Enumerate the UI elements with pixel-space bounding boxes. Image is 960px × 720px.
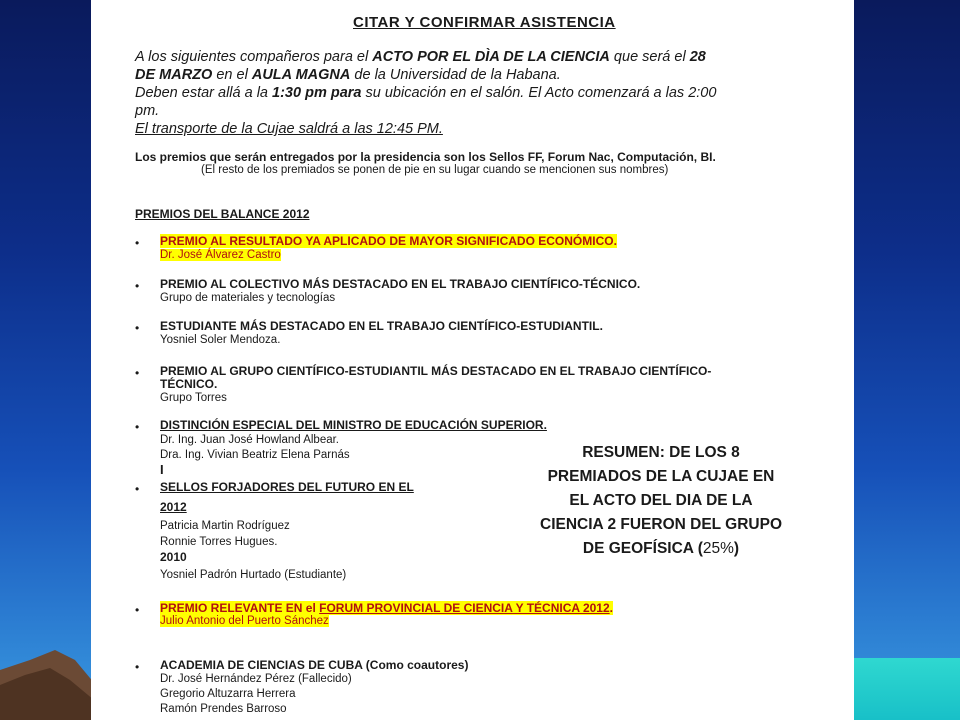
bullet-icon: • — [135, 236, 140, 250]
prize-detail-1: Dr. José Álvarez Castro — [160, 249, 281, 261]
bullet-icon: • — [135, 279, 140, 293]
intro-line-2: DE MARZO en el AULA MAGNA de la Universidad de la Habana. — [135, 67, 561, 83]
summary-box — [491, 441, 831, 561]
prize-detail-5: Dr. Ing. Juan José Howland Albear. — [160, 434, 339, 446]
document-page — [91, 0, 854, 720]
prize-title-5: DISTINCIÓN ESPECIAL DEL MINISTRO DE EDUCACIÓN SUPERIOR. — [160, 418, 547, 432]
summary-line-5: DE GEOFÍSICA (25%) — [582, 540, 740, 557]
bullet-icon: • — [135, 366, 140, 380]
transport-note: El transporte de la Cujae saldrá a las 12:45 PM. — [135, 121, 443, 137]
prize-title-7: PREMIO RELEVANTE EN el FORUM PROVINCIAL DE CIENCIA Y TÉCNICA 2012. — [160, 601, 613, 615]
summary-line-3: EL ACTO DEL DIA DE LA — [569, 492, 753, 509]
summary-line-4: CIENCIA 2 FUERON DEL GRUPO — [540, 516, 782, 533]
prize-year-2010: 2010 — [160, 550, 187, 564]
sea-decoration — [854, 658, 960, 720]
bullet-icon: • — [135, 482, 140, 496]
prize-title-4b: TÉCNICO. — [160, 377, 218, 391]
prize-title-6: SELLOS FORJADORES DEL FUTURO EN EL — [160, 480, 414, 494]
prize-title-2: PREMIO AL COLECTIVO MÁS DESTACADO EN EL TRABAJO CIENTÍFICO-TÉCNICO. — [160, 277, 641, 291]
bullet-icon: • — [135, 321, 140, 335]
prize-detail-5c: I — [160, 462, 164, 477]
prize-detail-8: Dr. José Hernández Pérez (Fallecido) — [160, 673, 352, 685]
bullet-icon: • — [135, 420, 140, 434]
intro-line-4: pm. — [135, 103, 160, 119]
prizes-note-2: (El resto de los premiados se ponen de pie en su lugar cuando se mencionen sus nombres) — [201, 164, 669, 176]
prize-title-8: ACADEMIA DE CIENCIAS DE CUBA (Como coautores) — [160, 658, 469, 672]
prize-detail-8b: Gregorio Altuzarra Herrera — [160, 688, 296, 700]
prize-detail-7: Julio Antonio del Puerto Sánchez — [160, 615, 329, 627]
prizes-note: Los premios que serán entregados por la presidencia son los Sellos FF, Forum Nac, Computación, BI. — [135, 150, 716, 164]
prize-detail-3: Yosniel Soler Mendoza. — [160, 334, 281, 346]
summary-line-2: PREMIADOS DE LA CUJAE EN — [547, 468, 775, 485]
bullet-icon: • — [135, 660, 140, 674]
mountain-decoration — [0, 630, 100, 720]
section-heading: PREMIOS DEL BALANCE 2012 — [135, 207, 310, 221]
prize-year-2012: 2012 — [160, 500, 187, 514]
prize-detail-6b: Ronnie Torres Hugues. — [160, 536, 278, 548]
intro-line-1: A los siguientes compañeros para el ACTO POR EL DÌA DE LA CIENCIA que será el 28 — [135, 49, 706, 65]
summary-line-1: RESUMEN: DE LOS 8 — [582, 444, 740, 461]
prize-detail-2: Grupo de materiales y tecnologías — [160, 292, 336, 304]
prize-detail-6c: Yosniel Padrón Hurtado (Estudiante) — [160, 569, 347, 581]
prize-title-4: PREMIO AL GRUPO CIENTÍFICO-ESTUDIANTIL MÁS DESTACADO EN EL TRABAJO CIENTÍFICO- — [160, 364, 712, 378]
prize-detail-5b: Dra. Ing. Vivian Beatriz Elena Parnás — [160, 449, 350, 461]
prize-title-1: PREMIO AL RESULTADO YA APLICADO DE MAYOR SIGNIFICADO ECONÓMICO. — [160, 234, 617, 248]
prize-detail-8c: Ramón Prendes Barroso — [160, 703, 287, 715]
prize-detail-4: Grupo Torres — [160, 392, 227, 404]
bullet-icon: • — [135, 603, 140, 617]
prize-title-3: ESTUDIANTE MÁS DESTACADO EN EL TRABAJO CIENTÍFICO-ESTUDIANTIL. — [160, 319, 603, 333]
document-title: CITAR Y CONFIRMAR ASISTENCIA — [353, 14, 616, 31]
prize-detail-6: Patricia Martin Rodríguez — [160, 520, 290, 532]
intro-line-3: Deben estar allá a la 1:30 pm para su ubicación en el salón. El Acto comenzará a las 2:00 — [135, 85, 717, 101]
